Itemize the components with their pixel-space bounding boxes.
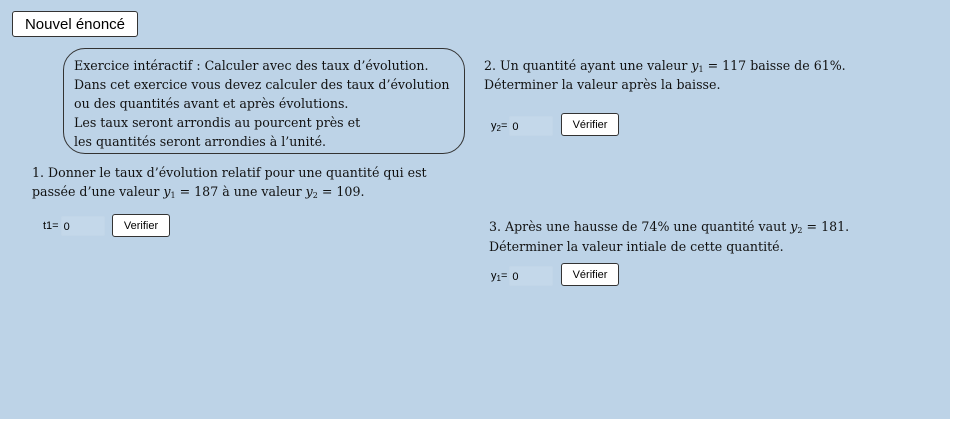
q3-verify-button[interactable]: Vérifier <box>561 263 619 286</box>
intro-line: Dans cet exercice vous devez calculer des taux d’évolution <box>74 77 450 92</box>
q1-field-label: t1= <box>43 220 59 232</box>
q1-text-line2: passée d’une valeur $y_1 = 187$ à une valeur $y_2 = 109$. <box>32 184 365 200</box>
q3-answer-field <box>491 265 553 287</box>
q1-text-line1: 1. Donner le taux d’évolution relatif pour une quantité qui est <box>32 165 427 180</box>
intro-line: Les taux seront arrondis au pourcent près et <box>74 115 361 130</box>
q1-answer-field <box>43 215 105 237</box>
q2-answer-field <box>491 115 553 137</box>
new-statement-button[interactable]: Nouvel énoncé <box>12 11 138 37</box>
q2-verify-button[interactable]: Vérifier <box>561 113 619 136</box>
intro-line: Exercice intéractif : Calculer avec des taux d’évolution. <box>74 58 429 73</box>
q1-verify-button[interactable]: Verifier <box>112 214 170 237</box>
q3-answer-input[interactable]: 0 <box>509 266 553 286</box>
q3-field-label: $y_1=$ <box>491 269 508 283</box>
q2-text-line2: Déterminer la valeur après la baisse. <box>484 77 721 92</box>
q1-answer-input[interactable]: 0 <box>61 216 105 236</box>
intro-line: les quantités seront arrondies à l’unité. <box>74 134 327 149</box>
q2-answer-input[interactable]: 0 <box>509 116 553 136</box>
q3-text-line1: 3. Après une hausse de 74% une quantité vaut $y_2 = 181$. <box>489 219 850 235</box>
q3-text-line2: Déterminer la valeur intiale de cette quantité. <box>489 239 784 254</box>
intro-line: ou des quantités avant et après évolutions. <box>74 96 349 111</box>
intro-box <box>63 48 465 154</box>
q2-field-label: $y_2=$ <box>491 119 508 133</box>
q2-text-line1: 2. Un quantité ayant une valeur $y_1 = 117$ baisse de 61%. <box>484 58 846 74</box>
